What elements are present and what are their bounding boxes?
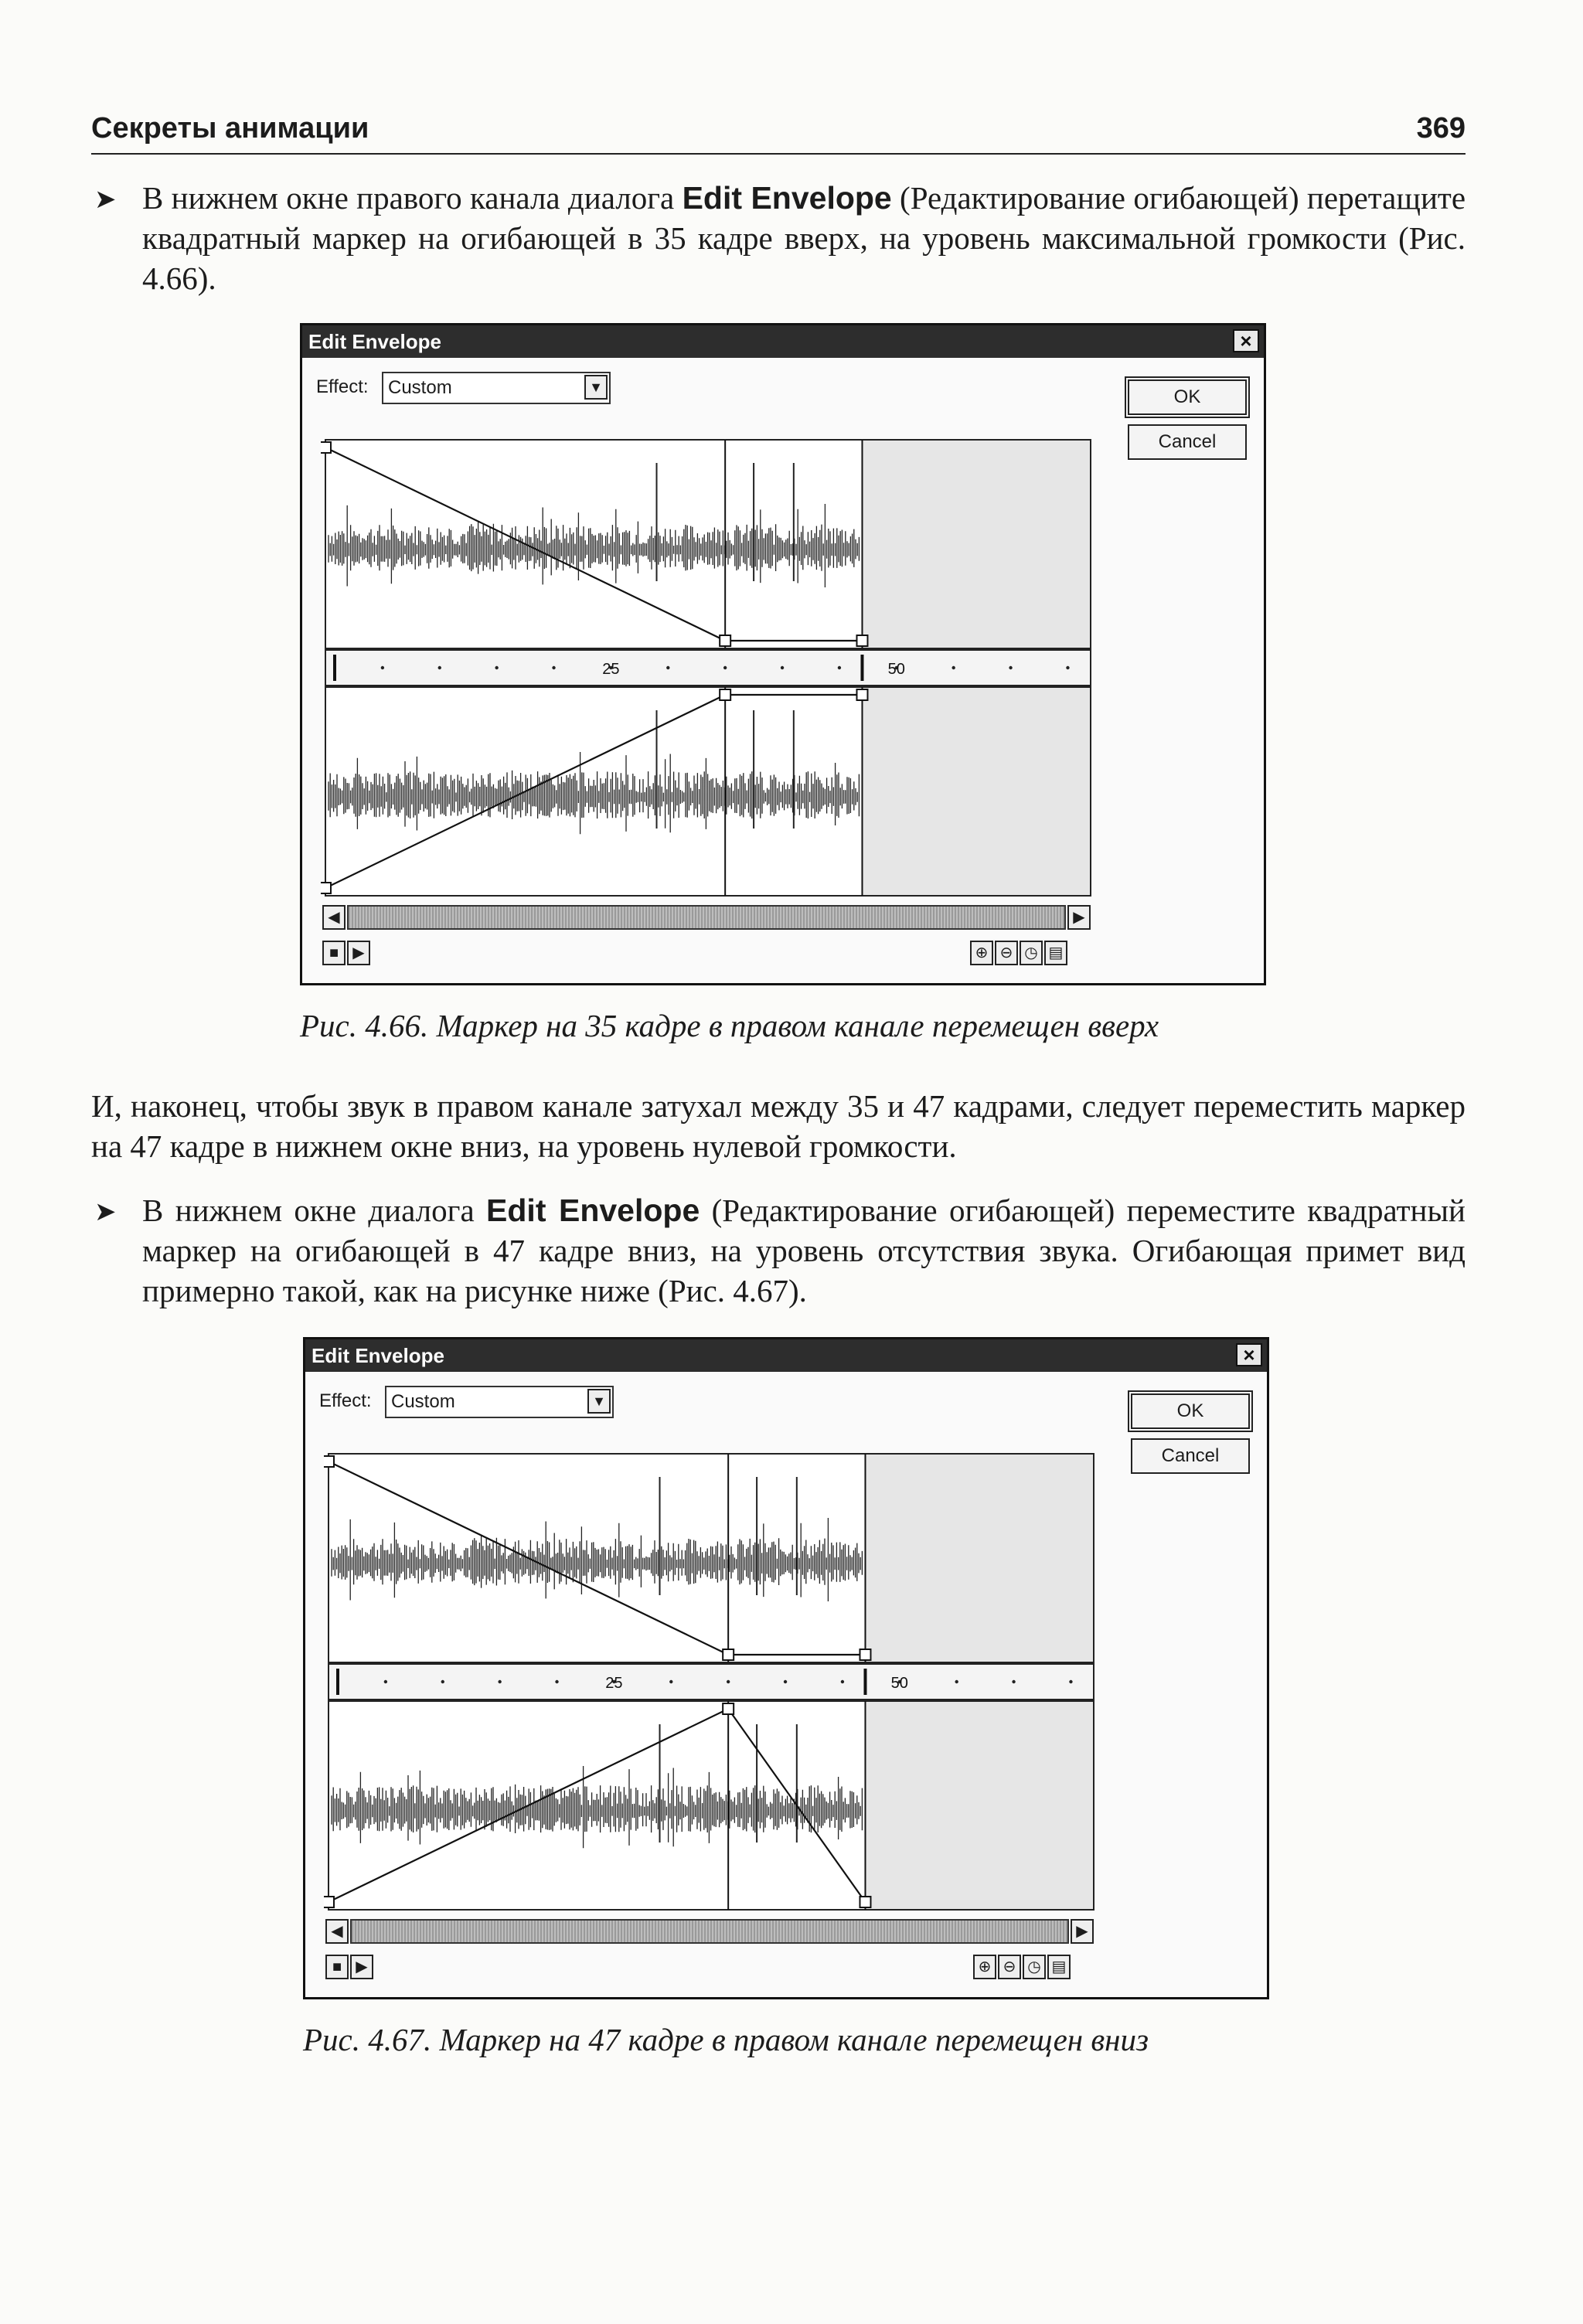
ruler-tick — [669, 1680, 672, 1683]
envelope-handle — [723, 1703, 734, 1714]
effect-select[interactable] — [385, 1386, 614, 1418]
paragraph-text: (Редактирование огибающей) перетащите квадратный маркер на огибающей в 35 кадре вверх, на уровень максимальной громкости (Рис. 4.66). — [142, 180, 1466, 296]
envelope-handle — [856, 635, 867, 646]
seconds-view-icon[interactable]: ◷ — [1020, 941, 1043, 965]
chapter-title: Секреты анимации — [91, 112, 369, 145]
dialog-name-term: Edit Envelope — [682, 180, 892, 216]
ruler-tick — [1012, 1680, 1015, 1683]
ruler-tick — [384, 1680, 387, 1683]
inactive-region — [865, 1702, 1093, 1909]
envelope-handle — [324, 1897, 334, 1907]
edit-envelope-dialog — [300, 323, 1266, 985]
ruler-tick — [952, 666, 955, 669]
effect-label: Effect: — [316, 376, 369, 397]
ruler-tick — [955, 1680, 958, 1683]
ruler-label: 25 — [605, 1675, 623, 1692]
inactive-region — [865, 1455, 1093, 1662]
seconds-view-icon[interactable]: ◷ — [1023, 1955, 1046, 1979]
envelope-editor-panel[interactable] — [321, 434, 1094, 905]
ruler-tick — [495, 666, 498, 669]
ruler-tick — [381, 666, 384, 669]
effect-select[interactable] — [382, 372, 611, 404]
paragraph-text: (Редактирование огибающей) переместите квадратный маркер на огибающей в 47 кадре вниз, на уровень отсутствия звука. Огибающая примет вид примерно такой, как на рисунке ниже (Рис. 4.67). — [142, 1193, 1466, 1308]
close-button[interactable]: × — [1233, 329, 1259, 352]
envelope-handle — [723, 1649, 734, 1660]
inactive-region — [862, 441, 1090, 648]
dialog-name-term: Edit Envelope — [486, 1193, 700, 1228]
play-icon[interactable]: ▶ — [350, 1955, 373, 1979]
ruler-tick — [781, 666, 784, 669]
paragraph-text: В нижнем окне правого канала диалога — [142, 180, 683, 216]
scroll-right-icon[interactable]: ▶ — [1067, 905, 1091, 930]
zoom-out-icon[interactable]: ⊖ — [995, 941, 1018, 965]
cancel-button[interactable]: Cancel — [1128, 424, 1247, 460]
stop-icon[interactable]: ■ — [325, 1955, 349, 1979]
ruler-tick — [498, 1680, 501, 1683]
instruction-paragraph-2 — [142, 1190, 1466, 1311]
envelope-handle — [856, 689, 867, 700]
zoom-in-icon[interactable]: ⊕ — [973, 1955, 996, 1979]
inactive-region — [862, 688, 1090, 895]
envelope-handle — [321, 883, 331, 893]
envelope-handle — [324, 1456, 334, 1467]
ok-button[interactable]: OK — [1131, 1393, 1250, 1429]
horizontal-scrollbar[interactable] — [350, 1919, 1069, 1944]
ruler-tick — [552, 666, 555, 669]
envelope-handle — [860, 1897, 870, 1907]
ruler-label: 50 — [887, 661, 905, 678]
ruler-tick — [666, 666, 669, 669]
close-button[interactable]: × — [1236, 1343, 1262, 1366]
envelope-handle — [321, 442, 331, 453]
effect-value: Custom — [391, 1391, 455, 1412]
dropdown-arrow-icon[interactable]: ▼ — [584, 375, 608, 400]
bullet-marker: ➤ — [94, 185, 117, 214]
header-rule — [91, 153, 1466, 155]
ruler-tick — [1009, 666, 1012, 669]
envelope-editor-panel[interactable] — [324, 1448, 1097, 1919]
effect-label: Effect: — [319, 1390, 372, 1411]
cancel-button[interactable]: Cancel — [1131, 1438, 1250, 1474]
page-number: 369 — [1416, 112, 1466, 145]
effect-value: Custom — [388, 377, 452, 398]
ruler-tick — [555, 1680, 558, 1683]
ruler-tick — [784, 1680, 787, 1683]
ruler-tick — [438, 666, 441, 669]
ruler-label: 50 — [890, 1675, 908, 1692]
zoom-out-icon[interactable]: ⊖ — [998, 1955, 1021, 1979]
frames-view-icon[interactable]: ▤ — [1047, 1955, 1071, 1979]
envelope-handle — [860, 1649, 870, 1660]
dialog-title-bar: Edit Envelope — [302, 325, 1264, 358]
scroll-left-icon[interactable]: ◀ — [325, 1919, 349, 1944]
dialog-title-bar: Edit Envelope — [305, 1339, 1267, 1372]
zoom-in-icon[interactable]: ⊕ — [970, 941, 993, 965]
paragraph-text: В нижнем окне диалога — [142, 1193, 487, 1228]
ruler-tick — [727, 1680, 730, 1683]
ruler-tick — [1066, 666, 1069, 669]
edit-envelope-dialog — [303, 1337, 1269, 1999]
figure-caption-4-67: Рис. 4.67. Маркер на 47 кадре в правом канале перемещен вниз — [303, 2022, 1149, 2057]
ruler-tick — [723, 666, 727, 669]
horizontal-scrollbar[interactable] — [347, 905, 1066, 930]
ruler-tick — [441, 1680, 444, 1683]
body-paragraph: И, наконец, чтобы звук в правом канале затухал между 35 и 47 кадрами, следует переместить маркер на 47 кадре в нижнем окне вниз, на уровень нулевой громкости. — [91, 1088, 1466, 1164]
envelope-handle — [720, 689, 730, 700]
dropdown-arrow-icon[interactable]: ▼ — [587, 1389, 611, 1414]
frames-view-icon[interactable]: ▤ — [1044, 941, 1067, 965]
envelope-handle — [720, 635, 730, 646]
bullet-marker: ➤ — [94, 1198, 117, 1227]
scroll-left-icon[interactable]: ◀ — [322, 905, 346, 930]
stop-icon[interactable]: ■ — [322, 941, 346, 965]
instruction-paragraph-1 — [142, 178, 1466, 298]
figure-caption-4-66: Рис. 4.66. Маркер на 35 кадре в правом канале перемещен вверх — [300, 1008, 1159, 1043]
ruler-tick — [838, 666, 841, 669]
ruler-label: 25 — [602, 661, 620, 678]
ruler-tick — [841, 1680, 844, 1683]
scroll-right-icon[interactable]: ▶ — [1071, 1919, 1094, 1944]
ok-button[interactable]: OK — [1128, 379, 1247, 415]
play-icon[interactable]: ▶ — [347, 941, 370, 965]
ruler-tick — [1069, 1680, 1072, 1683]
